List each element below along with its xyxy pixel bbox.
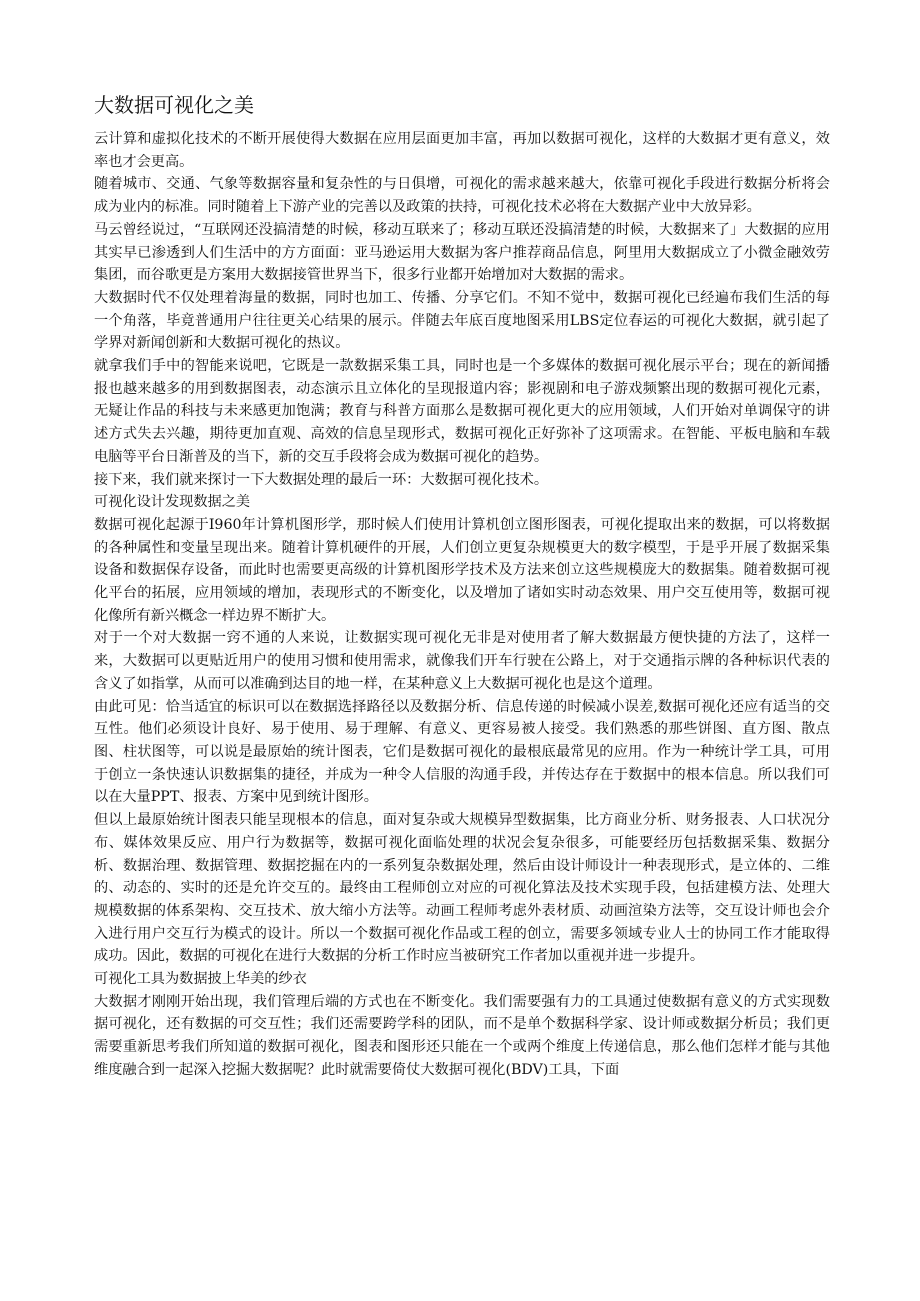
document-title: 大数据可视化之美 — [94, 93, 254, 117]
paragraph: 接下来，我们就来探讨一下大数据处理的最后一环：大数据可视化技术。 — [94, 471, 549, 488]
paragraph: 由此可见：恰当适宜的标识可以在数据选择路径以及数据分析、信息传递的时候减小误差,数据可视化还应有适当的交互性。他们必须设计良好、易于使用、易于理解、有意义、更容易被人接受。我们熟悉的那些饼图、直方图、散点图、柱状图等，可以说是最原始的统计图表，它们是数据可视化的最根底最常见的应用。作为一种统计学工具，可用于创立一条快速认识数据集的捷径，并成为一种令人信服的沟通手段，并传达存在于数据中的根本信息。所以我们可以在大量PPT、报表、方案中见到统计图形。 — [94, 698, 830, 806]
document-page — [94, 92, 830, 1082]
paragraph: 云计算和虚拟化技术的不断开展使得大数据在应用层面更加丰富，再加以数据可视化，这样的大数据才更有意义，效率也才会更高。 — [94, 131, 830, 170]
paragraph: 随着城市、交通、气象等数据容量和复杂性的与日俱增，可视化的需求越来越大，依靠可视化手段进行数据分析将会成为业内的标准。同时随着上下游产业的完善以及政策的扶持，可视化技术必将在大数据产业中大放异彩。 — [94, 176, 830, 216]
paragraph: 数据可视化起源于I960年计算机图形学，那时候人们使用计算机创立图形图表，可视化提取出来的数据，可以将数据的各种属性和变量呈现出来。随着计算机硬件的开展，人们创立更复杂规模更大的数字模型，于是乎开展了数据采集设备和数据保存设备，而此时也需要更高级的计算机图形学技术及方法来创立这些规模庞大的数据集。随着数据可视化平台的拓展，应用领域的增加，表现形式的不断变化，以及增加了诸如实时动态效果、用户交互使用等，数据可视化像所有新兴概念一样边界不断扩大。 — [94, 516, 830, 624]
paragraph: 但以上最原始统计图表只能呈现根本的信息，面对复杂或大规模异型数据集，比方商业分析、财务报表、人口状况分布、媒体效果反应、用户行为数据等，数据可视化面临处理的状况会复杂很多，可能要经历包括数据采集、数据分析、数据治理、数据管理、数据挖掘在内的一系列复杂数据处理，然后由设计师设计一种表现形式，是立体的、二维的、动态的、实时的还是允许交互的。最终由工程师创立对应的可视化算法及技术实现手段，包括建模方法、处理大规模数据的体系架构、交互技术、放大缩小方法等。动画工程师考虑外表材质、动画渲染方法等，交互设计师也会介入进行用户交互行为模式的设计。所以一个数据可视化作品或工程的创立，需要多领域专业人士的协同工作才能取得成功。因此，数据的可视化在进行大数据的分析工作时应当被研究工作者加以重视并进一步提升。 — [94, 812, 830, 965]
paragraph: 就拿我们手中的智能来说吧，它既是一款数据采集工具，同时也是一个多媒体的数据可视化展示平台；现在的新闻播报也越来越多的用到数据图表，动态演示且立体化的呈现报道内容；影视剧和电子游戏频繁出现的数据可视化元素，无疑让作品的科技与未来感更加饱满；教育与科普方面那么是数据可视化更大的应用领域，人们开始对单调保守的讲述方式失去兴趣，期待更加直观、高效的信息呈现形式，数据可视化正好弥补了这项需求。在智能、平板电脑和车载电脑等平台日渐普及的当下，新的交互手段将会成为数据可视化的趋势。 — [94, 358, 830, 465]
paragraph: 对于一个对大数据一窍不通的人来说，让数据实现可视化无非是对使用者了解大数据最方便快捷的方法了，这样一来，大数据可以更贴近用户的使用习惯和使用需求，就像我们开车行驶在公路上，对于交通指示牌的各种标识代表的含义了如指掌，从而可以准确到达目的地一样，在某种意义上大数据可视化也是这个道理。 — [94, 630, 830, 692]
section-heading: 可视化工具为数据披上华美的纱衣 — [94, 971, 307, 988]
paragraph: 大数据才刚刚开始出现，我们管理后端的方式也在不断变化。我们需要强有力的工具通过使数据有意义的方式实现数据可视化，还有数据的可交互性；我们还需要跨学科的团队，而不是单个数据科学家、设计师或数据分析员；我们更需要重新思考我们所知道的数据可视化，图表和图形还只能在一个或两个维度上传递信息，那么他们怎样才能与其他维度融合到一起深入挖掘大数据呢？此时就需要倚仗大数据可视化(BDV)工具，下面 — [94, 993, 830, 1078]
paragraph: 大数据时代不仅处理着海量的数据，同时也加工、传播、分享它们。不知不觉中，数据可视化已经遍布我们生活的每一个角落，毕竟普通用户往往更关心结果的展示。伴随去年底百度地图采用LBS定位春运的可视化大数据，就引起了学界对新闻创新和大数据可视化的热议。 — [94, 289, 830, 352]
paragraph: 马云曾经说过，“互联网还没搞清楚的时候，移动互联来了；移动互联还没搞清楚的时候，大数据来了」大数据的应用其实早已渗透到人们生活中的方方面面：亚马逊运用大数据为客户推荐商品信息，阿里用大数据成立了小微金融效劳集团，而谷歌更是方案用大数据接管世界当下，很多行业都开始增加对大数据的需求。 — [94, 221, 830, 284]
section-heading: 可视化设计发现数据之美 — [94, 494, 251, 511]
